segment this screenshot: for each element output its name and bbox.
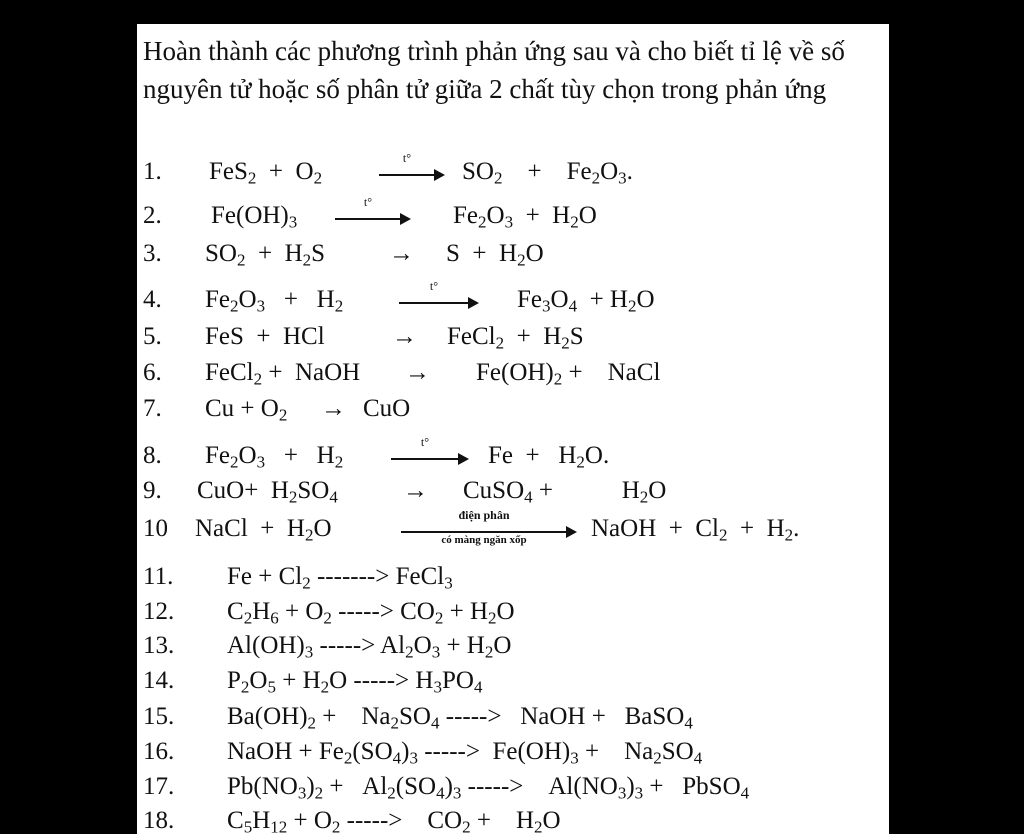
- equation-number: 12.: [143, 598, 175, 625]
- reaction-arrow: →: [405, 359, 430, 386]
- reaction-arrow: →: [403, 477, 428, 504]
- equation-1: [141, 151, 887, 189]
- heat-arrow: [379, 151, 445, 189]
- equation-text: $Pb(NO_3)_2 + Al_2(SO_4)_3$ -----> $Al(NO_3)_3$ + PbSO$_4$: [227, 773, 750, 803]
- equation-number: 4.: [143, 286, 162, 313]
- equation-number: 1.: [143, 158, 162, 185]
- equation-9: [141, 474, 887, 508]
- equation-text: $Ba(OH)_2$ + $Na_2SO_4$ -----> NaOH + BaSO$_4$: [227, 703, 693, 733]
- equation-3: [141, 237, 887, 271]
- equation-18: [141, 804, 887, 834]
- equation-number: 11.: [143, 563, 174, 590]
- equation-number: 2.: [143, 202, 162, 229]
- equation-number: 13.: [143, 632, 175, 659]
- equation-number: 8.: [143, 442, 162, 469]
- equation-2: [141, 195, 887, 233]
- equation-number: 3.: [143, 240, 162, 267]
- equation-reactants: $Fe(OH)_3$: [211, 202, 298, 232]
- equation-text: $P_2O_5 + H_2O$ -----> $H_3PO_4$: [227, 667, 483, 697]
- equation-14: [141, 664, 887, 698]
- arrow-label-bottom: có màng ngăn xốp: [441, 534, 527, 546]
- arrow-label: t°: [363, 195, 373, 209]
- equation-number: 5.: [143, 323, 162, 350]
- equation-number: 7.: [143, 395, 162, 422]
- equation-reactants: $Cu + O_2$: [205, 395, 288, 425]
- arrow-label-top: điện phân: [458, 508, 510, 522]
- reaction-arrow: →: [392, 323, 417, 350]
- equation-products: $SO_2$ + $Fe_2O_3$.: [462, 158, 633, 188]
- equation-number: 9.: [143, 477, 162, 504]
- equation-reactants: NaCl + $H_2O$: [195, 515, 332, 545]
- equation-reactants: FeCl$_2$ + NaOH: [205, 359, 361, 389]
- arrow-label: t°: [420, 435, 430, 449]
- reaction-arrow: →: [389, 240, 414, 267]
- equation-products: $Fe_3O_4 + H_2O$: [517, 286, 655, 316]
- equation-text: $Al(OH)_3$ -----> $Al_2O_3 + H_2O$: [227, 632, 512, 662]
- equation-reactants: FeS + HCl: [205, 323, 325, 350]
- equation-reactants: $Fe_2O_3 + H_2$: [205, 442, 344, 472]
- equation-number: 14.: [143, 667, 175, 694]
- equation-11: [141, 560, 887, 594]
- heat-arrow: [399, 279, 479, 317]
- equation-number: 10: [143, 515, 168, 542]
- equation-products: CuSO$_4$ + $H_2O$: [463, 477, 667, 507]
- equation-text: $Fe + Cl_2$ -------> FeCl$_3$: [227, 563, 453, 593]
- equation-products: FeCl$_2$ + $H_2S$: [447, 323, 584, 353]
- heat-arrow: [335, 195, 411, 233]
- equation-products: $S + H_2O$: [446, 240, 544, 270]
- equation-15: [141, 700, 887, 734]
- equation-10: [141, 508, 887, 546]
- equation-4: [141, 279, 887, 317]
- arrow-label: t°: [429, 279, 439, 293]
- instructions-text: Hoàn thành các phương trình phản ứng sau và cho biết tỉ lệ về số nguyên tử hoặc số phân tử giữa 2 chất tùy chọn trong phản ứng: [143, 36, 845, 104]
- equation-products: $Fe(OH)_2$ + NaCl: [476, 359, 661, 389]
- equation-number: 18.: [143, 807, 175, 834]
- equation-reactants: $CuO+ H_2SO_4$: [197, 477, 338, 507]
- equation-products: $Fe_2O_3 + H_2O$: [453, 202, 597, 232]
- electrolysis-arrow: [401, 508, 577, 546]
- arrow-label: t°: [402, 151, 412, 165]
- equation-reactants: $FeS_2 + O_2$: [209, 158, 323, 188]
- equation-number: 15.: [143, 703, 175, 730]
- equation-13: [141, 629, 887, 663]
- equation-6: [141, 356, 887, 390]
- equation-products: $Fe + H_2O$.: [488, 442, 610, 472]
- equation-12: [141, 595, 887, 629]
- equation-products: NaOH + $Cl_2 + H_2$.: [591, 515, 800, 545]
- equation-text: $C_5H_{12} + O_2$ -----> $CO_2$ + $H_2O$: [227, 807, 561, 834]
- equation-products: CuO: [363, 395, 411, 422]
- reaction-arrow: →: [321, 395, 346, 422]
- equation-17: [141, 770, 887, 804]
- equation-16: [141, 735, 887, 769]
- heat-arrow: [391, 435, 469, 473]
- document-page: [137, 24, 889, 834]
- equation-8: [141, 435, 887, 473]
- equation-reactants: $SO_2 + H_2S$: [205, 240, 326, 270]
- equation-5: [141, 320, 887, 354]
- equation-text: $C_2H_6 + O_2$ -----> $CO_2 + H_2O$: [227, 598, 515, 628]
- equation-text: NaOH + $Fe_2(SO_4)_3$ -----> $Fe(OH)_3$ + $Na_2SO_4$: [227, 738, 703, 768]
- equation-number: 16.: [143, 738, 175, 765]
- equation-reactants: $Fe_2O_3 + H_2$: [205, 286, 344, 316]
- equation-number: 17.: [143, 773, 175, 800]
- equation-number: 6.: [143, 359, 162, 386]
- equation-7: [141, 392, 887, 426]
